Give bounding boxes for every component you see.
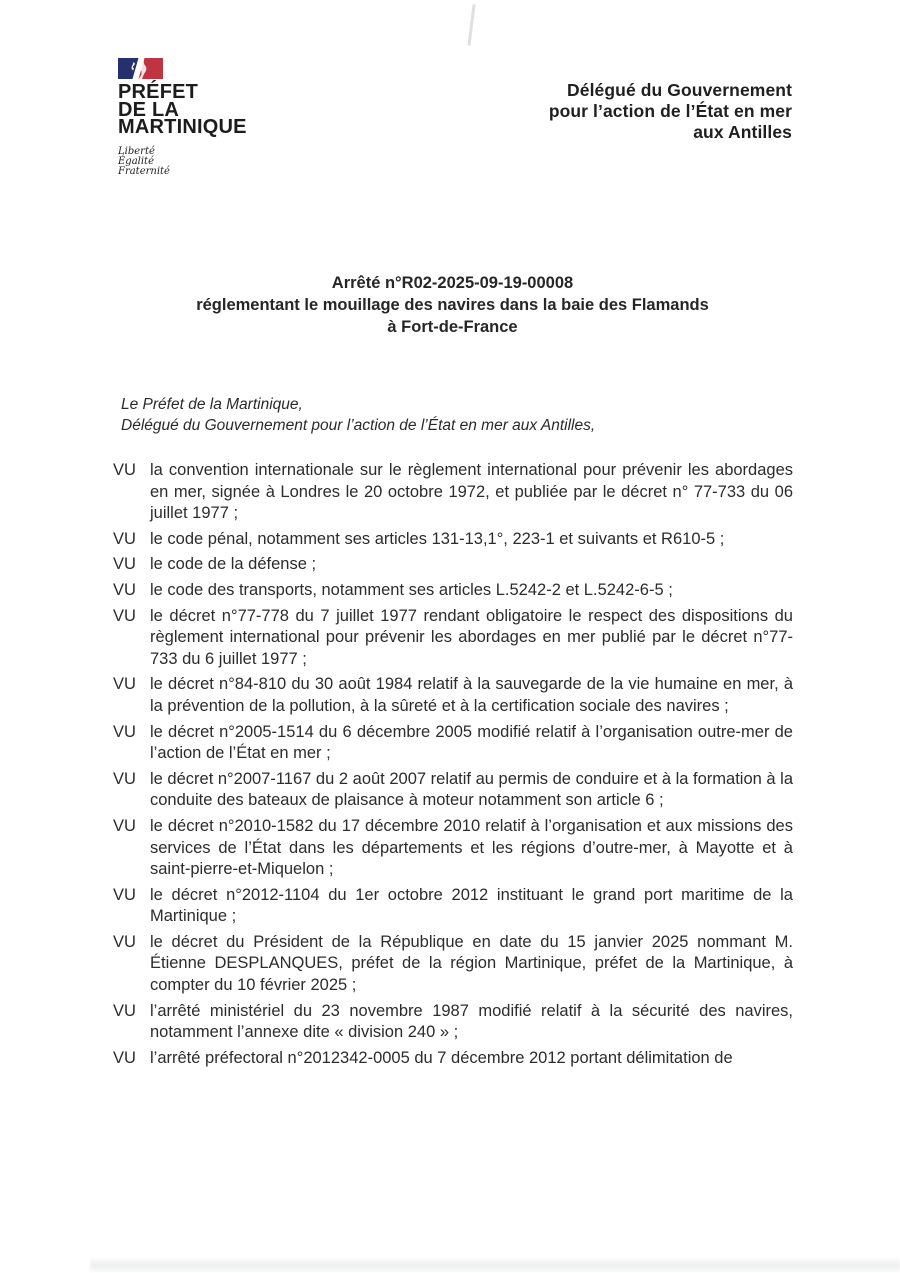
delegate-title-line: pour l’action de l’État en mer (548, 101, 792, 121)
signatory-line: Le Préfet de la Martinique, (121, 396, 303, 413)
vu-item (113, 554, 793, 576)
motto-line: Liberté (118, 145, 155, 157)
vu-item (113, 674, 793, 717)
scan-artifact-top (467, 4, 475, 46)
signatory-intro (121, 394, 780, 436)
vu-text: le code de la défense ; (150, 555, 317, 574)
prefecture-name (118, 81, 247, 138)
vu-item (113, 722, 793, 765)
scan-artifact-bottom (90, 1257, 900, 1272)
vu-item (113, 1048, 793, 1070)
motto-line: Égalité (118, 155, 154, 167)
vu-label: VU (113, 675, 136, 694)
delegate-title-line: aux Antilles (693, 122, 792, 142)
decree-location: à Fort-de-France (387, 318, 518, 336)
vu-list (113, 460, 793, 1073)
prefecture-logo (118, 57, 247, 177)
motto-line: Fraternité (118, 166, 170, 178)
vu-item (113, 816, 793, 881)
vu-text: le décret n°2007-1167 du 2 août 2007 relatif au permis de conduire et à la formation à la conduite des bateaux de plaisance à moteur notamment son article 6 ; (150, 769, 793, 810)
vu-text: la convention internationale sur le règlement international pour prévenir les abordages en mer, signée à Londres le 20 octobre 1972, et publiée par le décret n° 77-733 du 06 juillet 1977 ; (150, 461, 793, 523)
vu-text: le décret n°2005-1514 du 6 décembre 2005 modifié relatif à l’organisation outre-mer de l’action de l’État en mer ; (150, 722, 793, 763)
vu-text: le code des transports, notamment ses articles L.5242-2 et L.5242-6-5 ; (150, 580, 673, 599)
vu-item (113, 460, 793, 525)
vu-text: le code pénal, notamment ses articles 131-13,1°, 223-1 et suivants et R610-5 ; (150, 529, 725, 548)
vu-label: VU (113, 606, 136, 625)
decree-subject: réglementant le mouillage des navires dans la baie des Flamands (196, 296, 709, 314)
vu-text: le décret du Président de la République en date du 15 janvier 2025 nommant M. Étienne DESPLANQUES, préfet de la région Martinique, préfet de la Martinique, à compter du 10 février 2025 ; (150, 932, 793, 995)
vu-label: VU (113, 461, 136, 479)
vu-item (113, 529, 793, 551)
vu-text: le décret n°2010-1582 du 17 décembre 2010 relatif à l’organisation et aux missions des services de l’État dans les départements et les régions d’outre-mer, à Mayotte et à saint-pierre-et-Miquelon ; (150, 816, 793, 879)
prefecture-name-line: PRÉFET (118, 81, 199, 103)
delegate-title-line: Délégué du Gouvernement (567, 80, 792, 100)
vu-text: l’arrêté préfectoral n°2012342-0005 du 7 décembre 2012 portant délimitation de (150, 1048, 733, 1067)
vu-item (113, 1001, 793, 1044)
vu-text: le décret n°77-778 du 7 juillet 1977 rendant obligatoire le respect des dispositions du règlement international pour prévenir les abordages en mer publié par le décret n°77-733 du 6 juillet 1977 ; (150, 606, 793, 668)
decree-number: Arrêté n°R02-2025-09-19-00008 (331, 274, 574, 292)
vu-text: le décret n°84-810 du 30 août 1984 relatif à la sauvegarde de la vie humaine en mer, à la prévention de la pollution, à la sûreté et à la certification sociale des navires ; (150, 675, 793, 715)
vu-label: VU (113, 555, 136, 574)
vu-item (113, 769, 793, 812)
republic-motto (118, 147, 247, 178)
vu-item (113, 885, 793, 928)
vu-item (113, 606, 793, 671)
decree-title (113, 272, 792, 338)
prefecture-name-line: DE LA (118, 98, 179, 121)
vu-item (113, 932, 793, 997)
vu-label: VU (113, 1048, 136, 1067)
signatory-line: Délégué du Gouvernement pour l’action de l’État en mer aux Antilles, (121, 417, 596, 434)
government-delegate-title (549, 80, 792, 143)
vu-label: VU (113, 580, 136, 599)
vu-text: l’arrêté ministériel du 23 novembre 1987 modifié relatif à la sécurité des navires, notamment l’annexe dite « division 240 » ; (150, 1001, 793, 1042)
vu-text: le décret n°2012-1104 du 1er octobre 2012 instituant le grand port maritime de la Martinique ; (150, 885, 793, 926)
vu-label: VU (113, 885, 136, 904)
vu-label: VU (113, 932, 136, 951)
prefecture-name-line: MARTINIQUE (118, 116, 247, 138)
vu-label: VU (113, 1001, 136, 1020)
vu-label: VU (113, 769, 136, 788)
vu-item (113, 580, 793, 602)
vu-label: VU (113, 529, 136, 548)
vu-label: VU (113, 816, 136, 835)
vu-label: VU (113, 722, 136, 741)
french-flag-icon (118, 57, 164, 80)
